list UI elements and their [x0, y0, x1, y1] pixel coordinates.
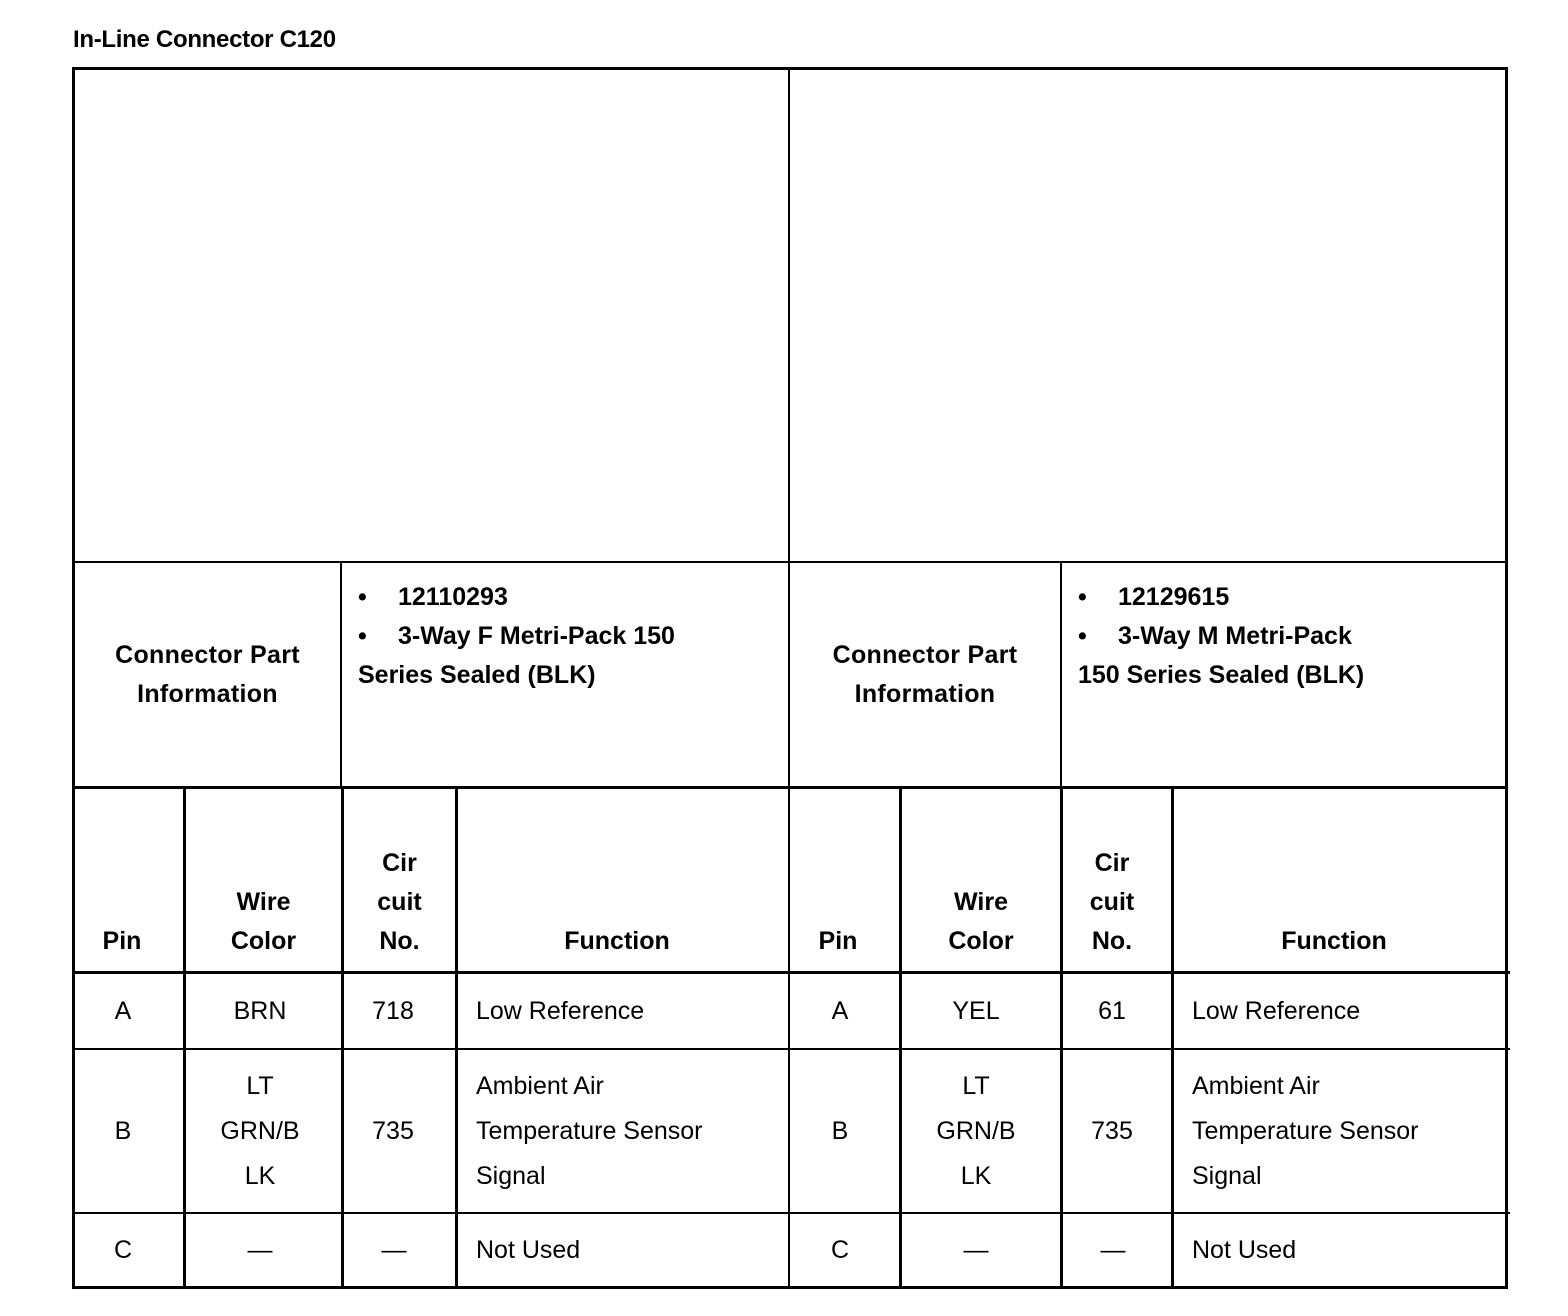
pin-label-a-right: A [867, 283, 886, 313]
right-info-label [790, 563, 1060, 786]
left-description-line1: 3-Way F Metri-Pack 150 [398, 622, 675, 650]
left-info-label [75, 563, 340, 786]
table-row-left-c-pin: C [113, 1235, 133, 1264]
table-row-left-a-circuit: 718 [372, 996, 414, 1025]
left-header-wire-line2: Color [230, 927, 297, 955]
left-info-label-line2: Information [137, 679, 278, 708]
right-header-function-text: Function [1281, 927, 1387, 955]
table-row-right-b-function-line3: Signal [1192, 1161, 1262, 1190]
right-description-line2: 150 Series Sealed (BLK) [1078, 661, 1365, 689]
table-row-left-a-pin: A [114, 996, 132, 1025]
left-header-pin-text: Pin [102, 927, 142, 955]
left-description-line2: Series Sealed (BLK) [358, 661, 596, 689]
table-row-right-b-function-line2: Temperature Sensor [1192, 1116, 1419, 1145]
left-header-wire-line1: Wire [236, 888, 291, 916]
table-row-right-b-circuit: 735 [1091, 1116, 1133, 1145]
left-header-function [458, 789, 776, 961]
table-row-left-c-function: Not Used [476, 1235, 581, 1264]
table-row-right-c-wire: — [963, 1235, 989, 1264]
right-header-wire-color [902, 789, 1060, 961]
right-header-wire-line1: Wire [954, 888, 1008, 916]
table-row-right-a-function: Low Reference [1192, 996, 1361, 1025]
left-info-label-line1: Connector Part [115, 640, 300, 669]
left-part-info [358, 578, 675, 695]
right-header-circuit-line3: No. [1091, 927, 1133, 955]
table-row-left-b-wire-line3: LK [244, 1161, 276, 1190]
table-row-left-b-function-line2: Temperature Sensor [476, 1116, 703, 1145]
table-row-left-c-wire: — [247, 1235, 273, 1264]
bullet-icon: • [1078, 583, 1087, 611]
right-header-circuit-line2: cuit [1089, 888, 1135, 916]
table-row-left-b-wire-line1: LT [246, 1071, 274, 1100]
pin-label-c-right: C [1262, 283, 1282, 313]
right-header-pin [790, 789, 886, 961]
table-row-right-b-wire-line1: LT [962, 1071, 990, 1100]
right-part-info [1078, 578, 1364, 695]
right-header-pin-text: Pin [818, 927, 858, 955]
page-title: In-Line Connector C120 [73, 26, 336, 53]
table-row-left-b-pin: B [114, 1116, 132, 1145]
left-header-circuit-line2: cuit [377, 888, 422, 916]
table-row-right-b-pin: B [831, 1116, 849, 1145]
pin-label-c-left: C [150, 205, 170, 235]
left-header-wire-color [186, 789, 341, 961]
right-header-wire-line2: Color [948, 927, 1014, 955]
left-header-circuit-line1: Cir [382, 849, 417, 877]
table-row-right-c-function: Not Used [1192, 1235, 1297, 1264]
right-info-label-line2: Information [854, 679, 996, 708]
table-row-right-b-wire-line3: LK [960, 1161, 992, 1190]
table-row-left-b-wire [186, 1050, 334, 1212]
right-description-line1: 3-Way M Metri-Pack [1118, 622, 1352, 650]
table-row-right-b-wire-line2: GRN/B [936, 1116, 1016, 1145]
right-header-circuit-line1: Cir [1094, 849, 1130, 877]
table-row-left-b-wire-line2: GRN/B [220, 1116, 300, 1145]
table-row-right-b-function-line1: Ambient Air [1192, 1071, 1320, 1100]
table-row-left-b-function [458, 1050, 788, 1212]
table-row-right-c-pin: C [830, 1235, 850, 1264]
table-row-left-c-circuit: — [381, 1235, 407, 1264]
left-part-number: 12110293 [398, 583, 508, 611]
right-header-circuit [1063, 789, 1161, 961]
table-row-right-a-circuit: 61 [1098, 996, 1126, 1025]
right-header-function [1174, 789, 1494, 961]
left-header-circuit [344, 789, 455, 961]
left-header-pin [75, 789, 169, 961]
bullet-icon: • [358, 583, 367, 611]
bullet-icon: • [1078, 622, 1087, 650]
table-row-right-a-wire: YEL [952, 996, 1000, 1025]
table-row-left-b-function-line3: Signal [476, 1161, 546, 1190]
table-row-left-b-function-line1: Ambient Air [476, 1071, 604, 1100]
bullet-icon: • [358, 622, 367, 650]
table-row-right-b-function [1174, 1050, 1505, 1212]
pin-label-a-left: A [625, 281, 644, 311]
table-row-right-b-wire [902, 1050, 1050, 1212]
table-row-left-b-circuit: 735 [372, 1116, 414, 1145]
right-part-number: 12129615 [1118, 583, 1230, 611]
table-row-left-a-wire: BRN [233, 996, 287, 1025]
table-row-left-a-function: Low Reference [476, 996, 645, 1025]
left-header-circuit-line3: No. [379, 927, 420, 955]
right-info-label-line1: Connector Part [832, 640, 1018, 669]
left-header-function-text: Function [564, 927, 670, 955]
table-row-right-c-circuit: — [1100, 1235, 1126, 1264]
table-row-right-a-pin: A [831, 996, 849, 1025]
